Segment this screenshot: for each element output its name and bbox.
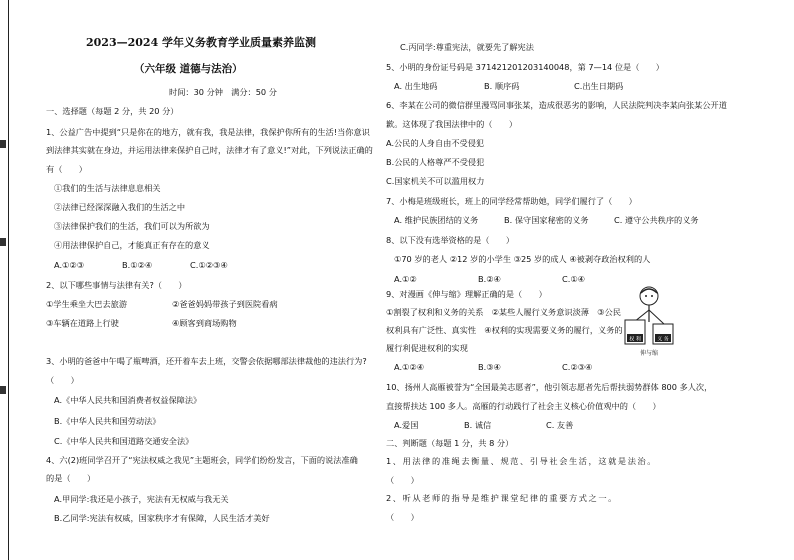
judgment-statement: 1、用法律的准绳去衡量、规范、引导社会生活，这就是法治。 [386, 456, 658, 466]
question-stem: 1、公益广告中提到“只是你在的地方，就有我，我是法律，我保护你所有的生活!当你意识 [46, 127, 370, 137]
answer-option: C.出生日期码 [574, 81, 624, 91]
statement-item: ③法律保护我们的生活，我们可以为所欲为 [54, 221, 210, 231]
answer-option: B. 诚信 [464, 420, 492, 430]
rights-label: 权 利 [629, 336, 641, 343]
question-stem: 9、对漫画《伸与缩》理解正确的是（ ） [386, 289, 547, 299]
answer-option: A.①② [394, 274, 417, 284]
answer-option: B.《中华人民共和国劳动法》 [54, 416, 161, 426]
answer-option: C.②③④ [562, 362, 593, 372]
statement-item: 权利具有广泛性、真实性 ④权利的实现需要义务的履行，义务的 [386, 325, 623, 335]
question-stem: 的是（ ） [46, 473, 96, 483]
answer-option: B.①②④ [122, 260, 153, 270]
answer-option: A. 维护民族团结的义务 [394, 215, 479, 225]
answer-option: C. 友善 [546, 420, 574, 430]
answer-option: C.丙同学:尊重宪法，就要先了解宪法 [400, 42, 534, 52]
answer-blank: （ ） [386, 475, 419, 485]
answer-option: C.①②③④ [190, 260, 228, 270]
judgment-statement: 2、听从老师的指导是维护课堂纪律的重要方式之一。 [386, 493, 618, 503]
answer-blank: （ ） [386, 512, 419, 522]
answer-option: C.①④ [562, 274, 585, 284]
statement-item: ③车辆在道路上行驶 [46, 318, 119, 328]
figure-arm-right [649, 310, 664, 324]
answer-option: B.乙同学:宪法有权威，国家秩序才有保障，人民生活才美好 [54, 513, 270, 523]
statement-item: ①我们的生活与法律息息相关 [54, 183, 161, 193]
question-stem: 5、小明的身份证号码是 371421201203140048，第 7—14 位是（ ） [386, 62, 664, 72]
question-stem: 2、以下哪些事情与法律有关?（ ） [46, 280, 187, 290]
question-stem: 10、扬州人高雁被誉为“全国最美志愿者”，他引领志愿者先后帮扶弱势群体 800 多人次， [386, 382, 713, 392]
answer-option: A.爱国 [394, 420, 419, 430]
duties-label: 义 务 [657, 336, 669, 343]
figure-head [640, 287, 658, 305]
binding-line [8, 0, 9, 560]
question-stem: （ ） [46, 375, 79, 385]
statement-item: ②法律已经深深融入我们的生活之中 [54, 202, 186, 212]
answer-option: B. 顺序码 [484, 81, 520, 91]
answer-option: B.②④ [478, 274, 501, 284]
question-stem: 歉。这体现了我国法律中的（ ） [386, 119, 518, 129]
statement-item: ①学生乘坐大巴去旅游 [46, 299, 128, 309]
section-heading: 二、判断题（每题 1 分，共 8 分） [386, 438, 514, 448]
answer-option: C. 遵守公共秩序的义务 [614, 215, 699, 225]
question-stem: 6、李某在公司的微信群里漫骂同事张某，造成很恶劣的影响，人民法院判决李某向张某公开道 [386, 100, 727, 110]
answer-option: C.《中华人民共和国道路交通安全法》 [54, 436, 194, 446]
section-heading: 一、选择题（每题 2 分，共 20 分） [46, 106, 179, 116]
answer-option: B.③④ [478, 362, 501, 372]
statement-item: ①70 岁的老人 ②12 岁的小学生 ③25 岁的成人 ④被剥夺政治权利的人 [394, 254, 651, 264]
question-stem: 直接帮扶达 100 多人。高雁的行动践行了社会主义核心价值观中的（ ） [386, 401, 661, 411]
answer-option: B.公民的人格尊严不受侵犯 [386, 157, 485, 167]
figure-eye [645, 295, 647, 297]
statement-item: ②爸爸妈妈带孩子到医院看病 [172, 299, 278, 309]
question-stem: 到法律其实就在身边，并运用法律来保护自己时，法律才有了意义!”对此，下列说法正确的 [46, 145, 373, 155]
answer-option: A. 出生地码 [394, 81, 438, 91]
answer-option: A.《中华人民共和国消费者权益保障法》 [54, 395, 202, 405]
right-column [386, 0, 788, 560]
exam-subtitle: （六年级 道德与法治） [134, 63, 243, 75]
answer-option: A.甲同学:我还是小孩子，宪法有无权威与我无关 [54, 494, 229, 504]
left-column [34, 0, 384, 560]
question-stem: 4、六(2)班同学召开了“宪法权威之我见”主题班会，同学们纷纷发言，下面的说法准确 [46, 455, 358, 465]
statement-item: ①割裂了权利和义务的关系 ②某些人履行义务意识淡薄 ③公民 [386, 307, 621, 317]
answer-option: C.国家机关不可以滥用权力 [386, 176, 485, 186]
binding-mark [0, 140, 6, 148]
question-stem: 8、以下没有选举资格的是（ ） [386, 235, 515, 245]
answer-option: B. 保守国家秘密的义务 [504, 215, 589, 225]
statement-item: ④顾客到商场购物 [172, 318, 237, 328]
statement-item: 履行利促进权利的实现 [386, 343, 468, 353]
exam-title: 2023—2024 学年义务教育学业质量素养监测 [86, 36, 317, 49]
answer-option: A.①②④ [394, 362, 425, 372]
question-stem: 有（ ） [46, 164, 87, 174]
figure-eye [651, 295, 653, 297]
figure-caption: 伸与缩 [639, 350, 659, 357]
question-stem: 7、小梅是班级班长，班上的同学经常帮助她，同学们履行了（ ） [386, 196, 637, 206]
exam-meta: 时间：30 分钟 满分：50 分 [169, 87, 277, 97]
answer-option: A.①②③ [54, 260, 85, 270]
cartoon-figure [622, 284, 676, 360]
statement-item: ④用法律保护自己，才能真正有存在的意义 [54, 240, 210, 250]
binding-mark [0, 238, 6, 246]
question-stem: 3、小明的爸爸中午喝了瓶啤酒，还开着车去上班，交警会依据哪部法律裁他的违法行为? [46, 356, 367, 366]
binding-mark [0, 386, 6, 394]
answer-option: A.公民的人身自由不受侵犯 [386, 138, 485, 148]
